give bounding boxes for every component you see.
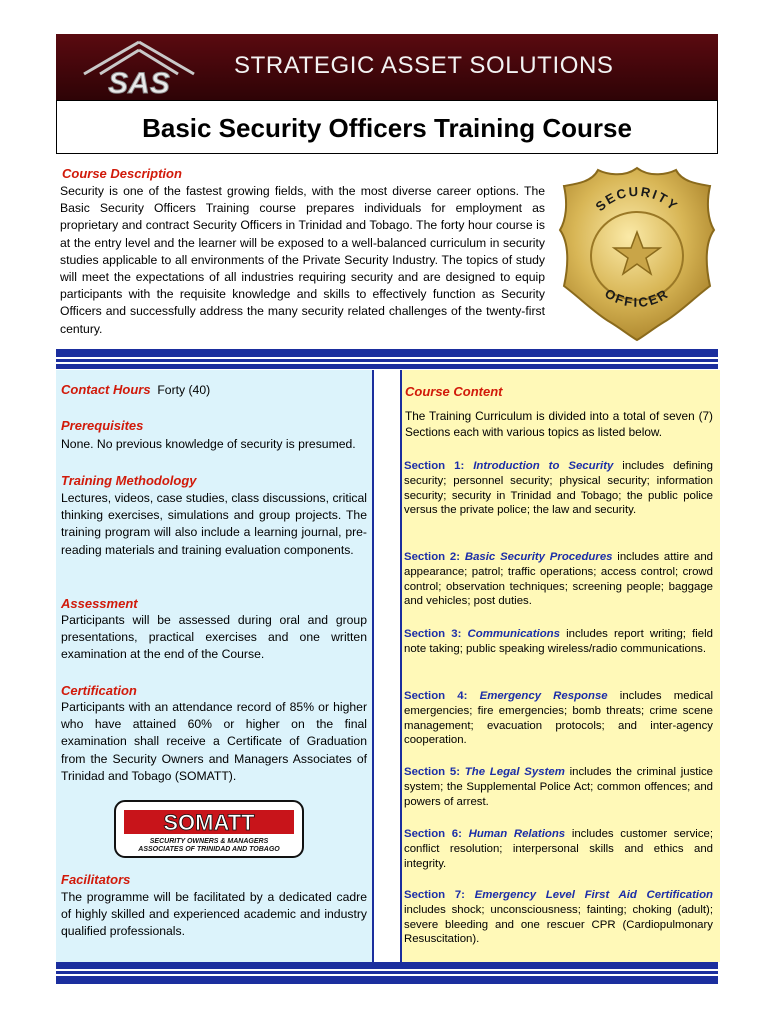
section-4: [404, 689, 713, 748]
facilitators-heading: Facilitators: [61, 872, 131, 887]
section-body: includes medical emergencies; fire emergencies; bomb threats; crime scene management; evacuation protocols; and inter-agency cooperation.: [404, 690, 713, 747]
certification-body: Participants with an attendance record of 85% or higher who have attained 60% or higher on the final examination shall receive a Certificate of Graduation from the Security Owners and Managers Associates of Trinidad and Tobago (SOMATT).: [61, 700, 367, 783]
somatt-logo: [114, 800, 304, 858]
section-1: [404, 459, 713, 518]
section-body: includes the criminal justice system; the Supplemental Police Act; common offences; and powers of arrest.: [404, 766, 714, 808]
section-body: includes report writing; field note taking; public speaking wireless/radio communications.: [404, 628, 713, 655]
prerequisites-heading: Prerequisites: [61, 418, 144, 433]
section-body: includes customer service; conflict resolution; interpersonal skills and ethics and integrity.: [404, 828, 714, 870]
section-label: Section 7:: [404, 889, 465, 901]
section-title: Introduction to Security: [473, 460, 614, 472]
course-description-body: Security is one of the fastest growing fields, with the most diverse career options. The Basic Security Officers Training course prepares individuals for employment as proprietary and contract Security Officers in Trinidad and Tobago. The forty hour course is at the entry level and the learner will be exposed to a well-balanced curriculum in security studies applicable to all environments of the Private Security Industry. The topics of study will meet the expectations of all industries requiring security and are designed to equip participants with the requisite knowledge and skills to effectively function as Security Officers and successfully address the many security related challenges of the twenty-first century.: [60, 184, 545, 336]
page-title: Basic Security Officers Training Course: [142, 113, 632, 143]
contact-hours-value: Forty (40): [157, 383, 211, 397]
section-7: [404, 888, 713, 947]
section-title: Communications: [467, 628, 560, 640]
section-title: Emergency Level First Aid Certification: [474, 889, 714, 901]
section-label: Section 1:: [404, 460, 465, 472]
somatt-line2: ASSOCIATES OF TRINIDAD AND TOBAGO: [138, 846, 280, 853]
divider-stripe: [56, 349, 718, 357]
security-officer-badge-icon: [558, 164, 716, 344]
prerequisites-body: None. No previous knowledge of security is presumed.: [61, 437, 356, 451]
section-body: includes shock; unconsciousness; fainting; choking (adult); severe bleeding and one rescuer CPR (Cardiopulmonary Resuscitation).: [404, 903, 713, 946]
assessment-body: Participants will be assessed during oral and group presentations, practical exercises and one written examination at the end of the Course.: [61, 613, 367, 662]
divider-stripe: [56, 962, 718, 969]
divider-stripe: [56, 359, 718, 362]
section-2: [404, 550, 713, 609]
section-label: Section 5:: [404, 766, 461, 778]
course-content-heading: Course Content: [405, 384, 503, 399]
section-label: Section 3:: [404, 628, 462, 640]
section-body: includes attire and appearance; patrol; traffic operations; access control; crowd control; observation techniques; screening people; baggage and vehicles; post duties.: [404, 551, 714, 608]
methodology-heading: Training Methodology: [61, 473, 197, 488]
title-box: [56, 100, 718, 154]
section-title: The Legal System: [464, 766, 565, 778]
badge-top-text: SECURITY: [592, 183, 682, 215]
course-content-intro: The Training Curriculum is divided into a total of seven (7) Sections each with various topics as listed below.: [405, 409, 713, 439]
somatt-line1: SECURITY OWNERS & MANAGERS: [149, 838, 269, 845]
company-name: STRATEGIC ASSET SOLUTIONS: [234, 52, 614, 79]
facilitators-body: The programme will be facilitated by a dedicated cadre of highly skilled and experienced academic and industry qualified professionals.: [61, 890, 367, 939]
badge-bottom-text: OFFICER: [602, 285, 672, 311]
divider-stripe: [56, 364, 718, 369]
section-3: [404, 627, 713, 657]
contact-hours-heading: Contact Hours: [61, 382, 151, 397]
course-description-heading: Course Description: [62, 166, 182, 181]
logo-text: SAS: [108, 67, 170, 96]
somatt-name: SOMATT: [163, 810, 255, 835]
section-label: Section 6:: [404, 828, 462, 840]
section-title: Human Relations: [468, 828, 566, 840]
contact-hours: [61, 382, 367, 397]
section-6: [404, 827, 713, 871]
section-label: Section 2:: [404, 551, 461, 563]
certification-heading: Certification: [61, 683, 137, 698]
section-body: includes defining security; personnel security; physical security; information security; security in Trinidad and Tobago; the public police versus the private police; the law and security.: [404, 460, 713, 517]
section-title: Basic Security Procedures: [464, 551, 613, 563]
panel-gutter: [374, 370, 398, 962]
divider-stripe: [56, 971, 718, 974]
divider-stripe: [56, 976, 718, 984]
assessment-heading: Assessment: [61, 596, 138, 611]
methodology-body: Lectures, videos, case studies, class discussions, critical thinking exercises, simulations and group projects. The training program will also include a learning journal, pre-reading materials and training evaluation components.: [61, 491, 367, 557]
section-label: Section 4:: [404, 690, 468, 702]
sas-logo: [64, 38, 214, 96]
section-title: Emergency Response: [479, 690, 608, 702]
section-5: [404, 765, 713, 809]
